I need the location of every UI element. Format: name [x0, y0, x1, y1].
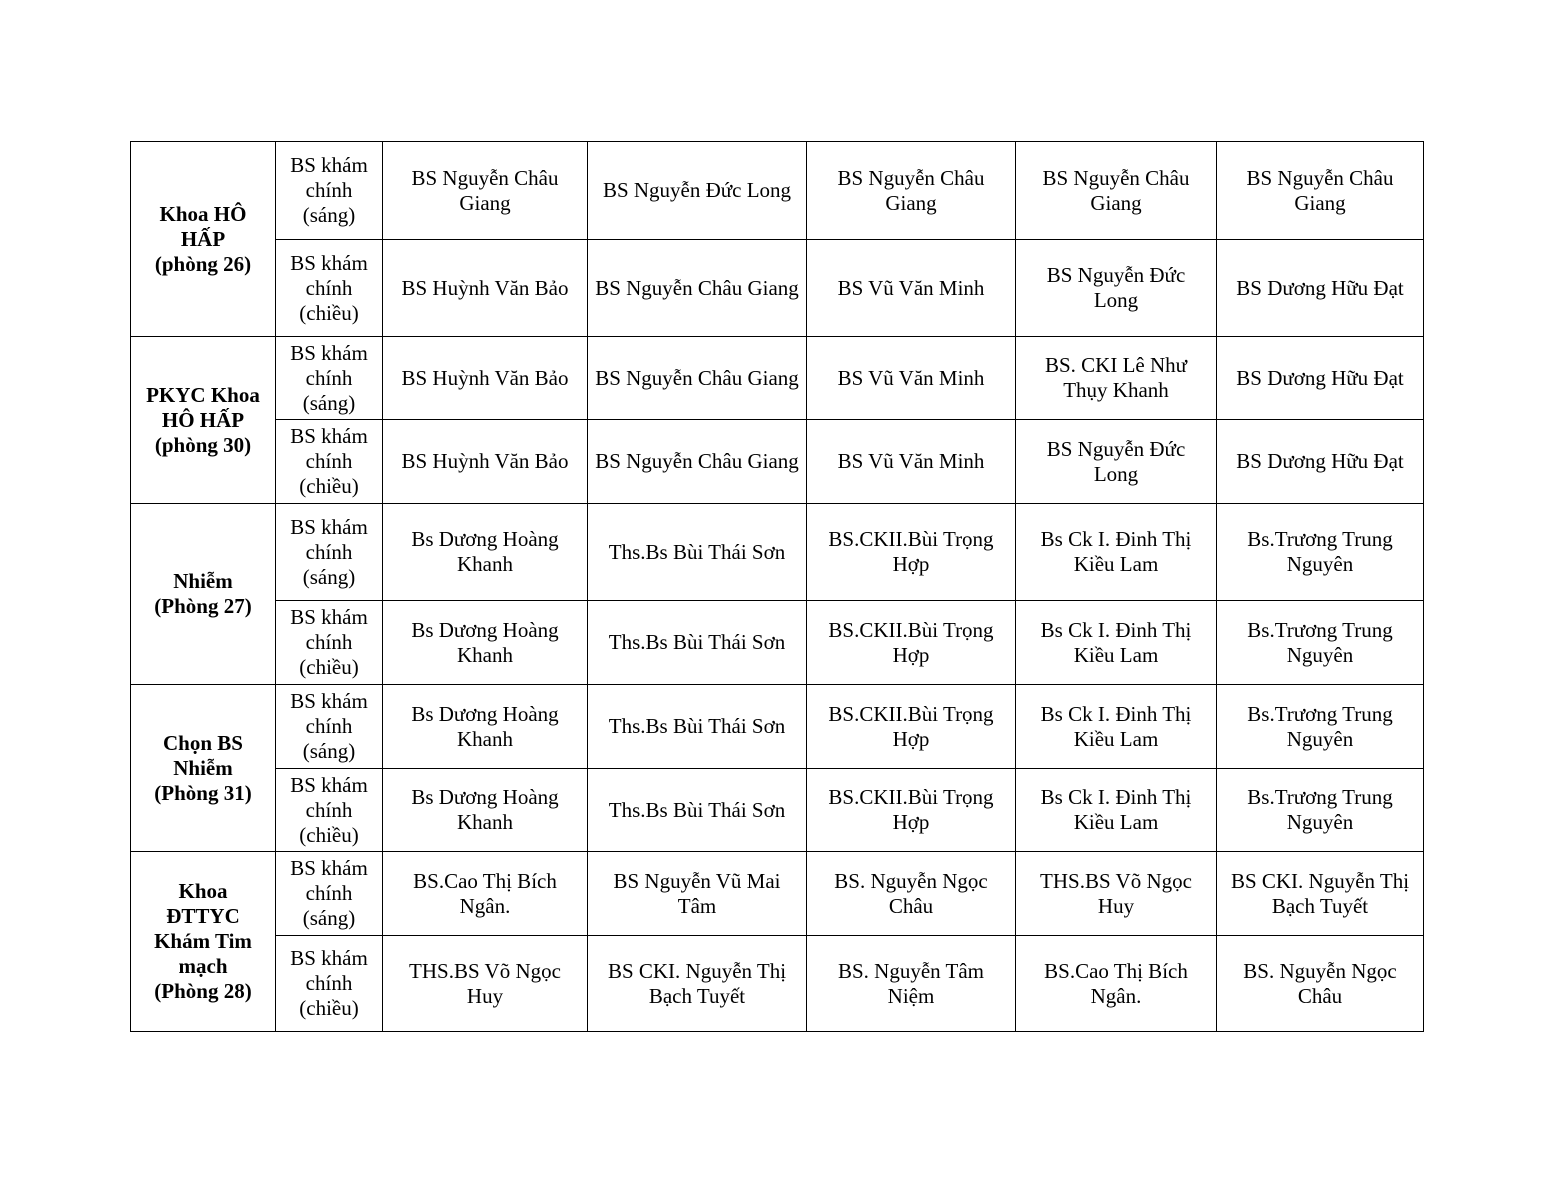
doctor-cell: Bs.Trương Trung Nguyên: [1217, 769, 1424, 852]
doctor-cell: BS. CKI Lê Như Thụy Khanh: [1016, 337, 1217, 420]
doctor-cell: BS Huỳnh Văn Bảo: [383, 420, 588, 504]
doctor-cell: THS.BS Võ Ngọc Huy: [1016, 852, 1217, 936]
doctor-cell: BS. Nguyễn Tâm Niệm: [807, 936, 1016, 1032]
doctor-cell: BS Vũ Văn Minh: [807, 240, 1016, 337]
doctor-cell: Bs Ck I. Đinh Thị Kiều Lam: [1016, 601, 1217, 685]
doctor-cell: BS Nguyễn Châu Giang: [807, 142, 1016, 240]
doctor-cell: BS Nguyễn Châu Giang: [588, 337, 807, 420]
doctor-cell: Bs Ck I. Đinh Thị Kiều Lam: [1016, 685, 1217, 769]
doctor-cell: THS.BS Võ Ngọc Huy: [383, 936, 588, 1032]
doctor-cell: Bs Ck I. Đinh Thị Kiều Lam: [1016, 504, 1217, 601]
doctor-cell: BS. Nguyễn Ngọc Châu: [1217, 936, 1424, 1032]
doctor-cell: BS Dương Hữu Đạt: [1217, 337, 1424, 420]
doctor-cell: BS.CKII.Bùi Trọng Hợp: [807, 685, 1016, 769]
doctor-cell: Ths.Bs Bùi Thái Sơn: [588, 769, 807, 852]
schedule-row: [131, 685, 1424, 769]
doctor-cell: BS Huỳnh Văn Bảo: [383, 337, 588, 420]
schedule-row: [131, 142, 1424, 240]
doctor-cell: BS. Nguyễn Ngọc Châu: [807, 852, 1016, 936]
doctor-cell: Bs Dương Hoàng Khanh: [383, 601, 588, 685]
schedule-row: [131, 420, 1424, 504]
doctor-cell: BS CKI. Nguyễn Thị Bạch Tuyết: [588, 936, 807, 1032]
doctor-cell: Ths.Bs Bùi Thái Sơn: [588, 601, 807, 685]
doctor-cell: BS Nguyễn Châu Giang: [383, 142, 588, 240]
doctor-cell: BS Dương Hữu Đạt: [1217, 420, 1424, 504]
doctor-cell: BS Nguyễn Châu Giang: [588, 240, 807, 337]
doctor-cell: BS Nguyễn Đức Long: [588, 142, 807, 240]
doctor-cell: BS.Cao Thị Bích Ngân.: [1016, 936, 1217, 1032]
doctor-schedule-table: [130, 141, 1424, 1032]
shift-label: BS khám chính (chiều): [276, 936, 383, 1032]
doctor-cell: Bs.Trương Trung Nguyên: [1217, 504, 1424, 601]
doctor-cell: BS CKI. Nguyễn Thị Bạch Tuyết: [1217, 852, 1424, 936]
doctor-cell: BS.Cao Thị Bích Ngân.: [383, 852, 588, 936]
doctor-cell: Ths.Bs Bùi Thái Sơn: [588, 504, 807, 601]
doctor-cell: BS Nguyễn Châu Giang: [1016, 142, 1217, 240]
doctor-cell: BS Nguyễn Châu Giang: [588, 420, 807, 504]
doctor-cell: Bs.Trương Trung Nguyên: [1217, 601, 1424, 685]
doctor-cell: BS Nguyễn Đức Long: [1016, 420, 1217, 504]
department-name: Nhiễm (Phòng 27): [131, 504, 276, 685]
shift-label: BS khám chính (chiều): [276, 420, 383, 504]
shift-label: BS khám chính (sáng): [276, 685, 383, 769]
doctor-cell: BS Nguyễn Châu Giang: [1217, 142, 1424, 240]
schedule-row: [131, 504, 1424, 601]
schedule-row: [131, 769, 1424, 852]
doctor-cell: BS Huỳnh Văn Bảo: [383, 240, 588, 337]
doctor-cell: BS Vũ Văn Minh: [807, 420, 1016, 504]
shift-label: BS khám chính (sáng): [276, 504, 383, 601]
shift-label: BS khám chính (chiều): [276, 240, 383, 337]
shift-label: BS khám chính (sáng): [276, 852, 383, 936]
schedule-row: [131, 240, 1424, 337]
shift-label: BS khám chính (sáng): [276, 142, 383, 240]
doctor-cell: BS Nguyễn Vũ Mai Tâm: [588, 852, 807, 936]
doctor-cell: BS Vũ Văn Minh: [807, 337, 1016, 420]
department-name: Chọn BS Nhiễm (Phòng 31): [131, 685, 276, 852]
shift-label: BS khám chính (chiều): [276, 769, 383, 852]
shift-label: BS khám chính (chiều): [276, 601, 383, 685]
doctor-cell: BS.CKII.Bùi Trọng Hợp: [807, 769, 1016, 852]
doctor-cell: Bs.Trương Trung Nguyên: [1217, 685, 1424, 769]
doctor-cell: Bs Dương Hoàng Khanh: [383, 769, 588, 852]
doctor-cell: BS Nguyễn Đức Long: [1016, 240, 1217, 337]
schedule-row: [131, 852, 1424, 936]
doctor-cell: Ths.Bs Bùi Thái Sơn: [588, 685, 807, 769]
department-name: Khoa HÔ HẤP (phòng 26): [131, 142, 276, 337]
schedule-row: [131, 337, 1424, 420]
doctor-cell: Bs Ck I. Đinh Thị Kiều Lam: [1016, 769, 1217, 852]
department-name: Khoa ĐTTYC Khám Tim mạch (Phòng 28): [131, 852, 276, 1032]
doctor-cell: BS.CKII.Bùi Trọng Hợp: [807, 601, 1016, 685]
doctor-cell: Bs Dương Hoàng Khanh: [383, 504, 588, 601]
doctor-cell: BS.CKII.Bùi Trọng Hợp: [807, 504, 1016, 601]
doctor-cell: BS Dương Hữu Đạt: [1217, 240, 1424, 337]
doctor-cell: Bs Dương Hoàng Khanh: [383, 685, 588, 769]
department-name: PKYC Khoa HÔ HẤP (phòng 30): [131, 337, 276, 504]
schedule-row: [131, 936, 1424, 1032]
shift-label: BS khám chính (sáng): [276, 337, 383, 420]
schedule-row: [131, 601, 1424, 685]
